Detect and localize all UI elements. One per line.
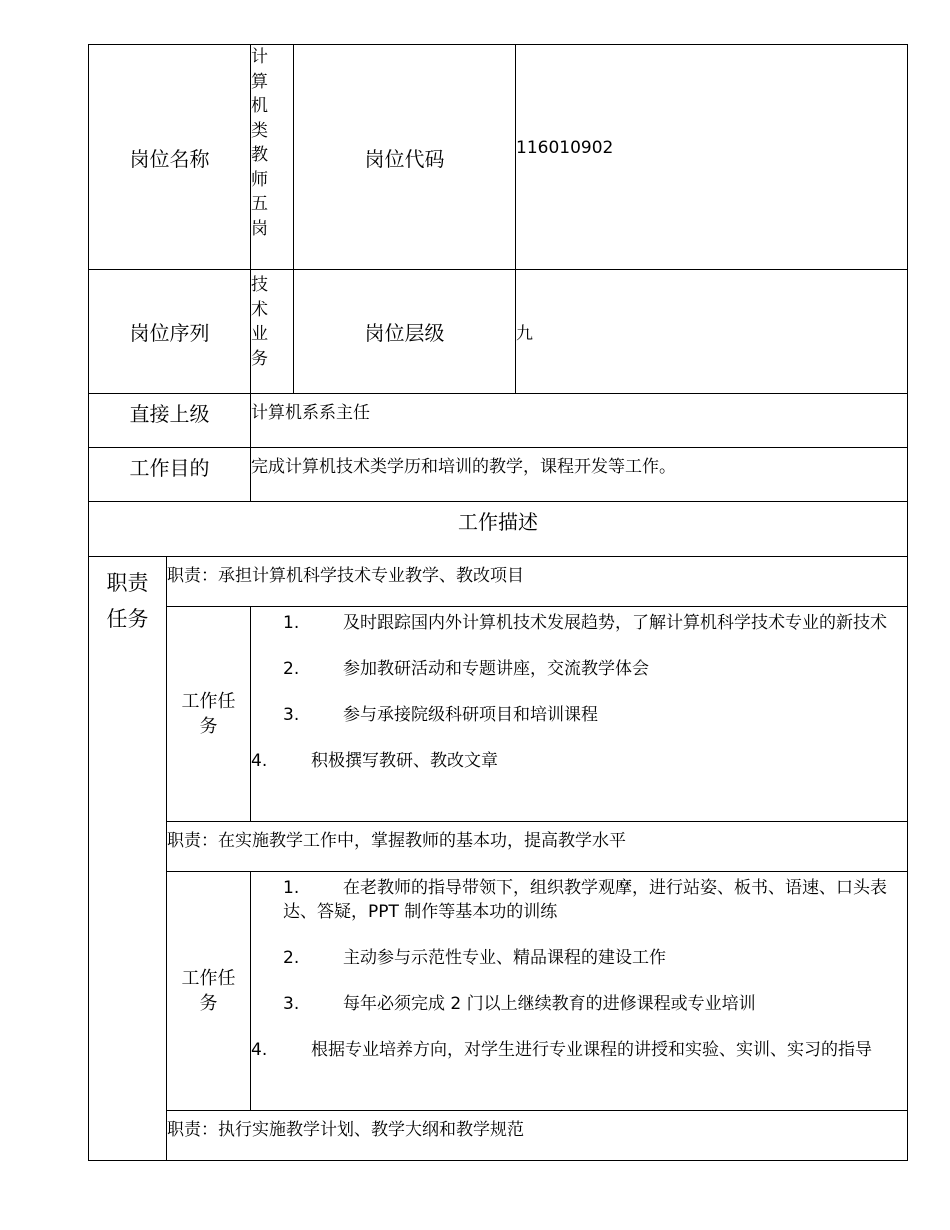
description-title-row: [89, 502, 908, 557]
duty-row: [89, 557, 908, 607]
purpose-label: 工作目的: [89, 448, 251, 502]
task-item: 4. 积极撰写教研、教改文章: [251, 751, 498, 771]
purpose-value: 完成计算机技术类学历和培训的教学，课程开发等工作。: [251, 448, 908, 502]
task-item: 1. 及时跟踪国内外计算机技术发展趋势，了解计算机科学技术专业的新技术: [283, 613, 887, 633]
task-list: [251, 607, 908, 822]
purpose-row: [89, 448, 908, 502]
post-name-label: 岗位名称: [89, 45, 251, 270]
post-level-label: 岗位层级: [294, 270, 516, 394]
task-item: 2. 主动参与示范性专业、精品课程的建设工作: [283, 948, 666, 968]
task-row: [89, 607, 908, 822]
post-series-value: 技术业务: [251, 270, 294, 394]
duty-title: 职责：在实施教学工作中，掌握教师的基本功，提高教学水平: [167, 822, 908, 872]
task-item: 1. 在老教师的指导带领下，组织教学观摩，进行站姿、板书、语速、口头表达、答疑，PPT 制作等基本功的训练: [283, 878, 887, 922]
duty-row: [89, 822, 908, 872]
task-item: 2. 参加教研活动和专题讲座，交流教学体会: [283, 659, 649, 679]
job-description-table: [88, 44, 908, 1161]
task-label: 工作任务: [167, 607, 251, 822]
task-item: 4. 根据专业培养方向，对学生进行专业课程的讲授和实验、实训、实习的指导: [251, 1040, 872, 1060]
post-code-value: 116010902: [516, 45, 908, 270]
post-code-label: 岗位代码: [294, 45, 516, 270]
duty-title: 职责：承担计算机科学技术专业教学、教改项目: [167, 557, 908, 607]
superior-label: 直接上级: [89, 394, 251, 448]
post-name-row: [89, 45, 908, 270]
post-name-value: 计算机类教师五岗: [251, 45, 294, 270]
duties-label: 职责任务: [89, 557, 167, 1161]
task-row: [89, 872, 908, 1111]
description-title: 工作描述: [89, 502, 908, 557]
task-list: [251, 872, 908, 1111]
post-level-value: 九: [516, 270, 908, 394]
task-label: 工作任务: [167, 872, 251, 1111]
post-series-row: [89, 270, 908, 394]
task-item: 3. 每年必须完成 2 门以上继续教育的进修课程或专业培训: [283, 994, 756, 1014]
task-item: 3. 参与承接院级科研项目和培训课程: [283, 705, 598, 725]
post-series-label: 岗位序列: [89, 270, 251, 394]
duty-row: [89, 1111, 908, 1161]
superior-row: [89, 394, 908, 448]
superior-value: 计算机系系主任: [251, 394, 908, 448]
duty-title: 职责：执行实施教学计划、教学大纲和教学规范: [167, 1111, 908, 1161]
